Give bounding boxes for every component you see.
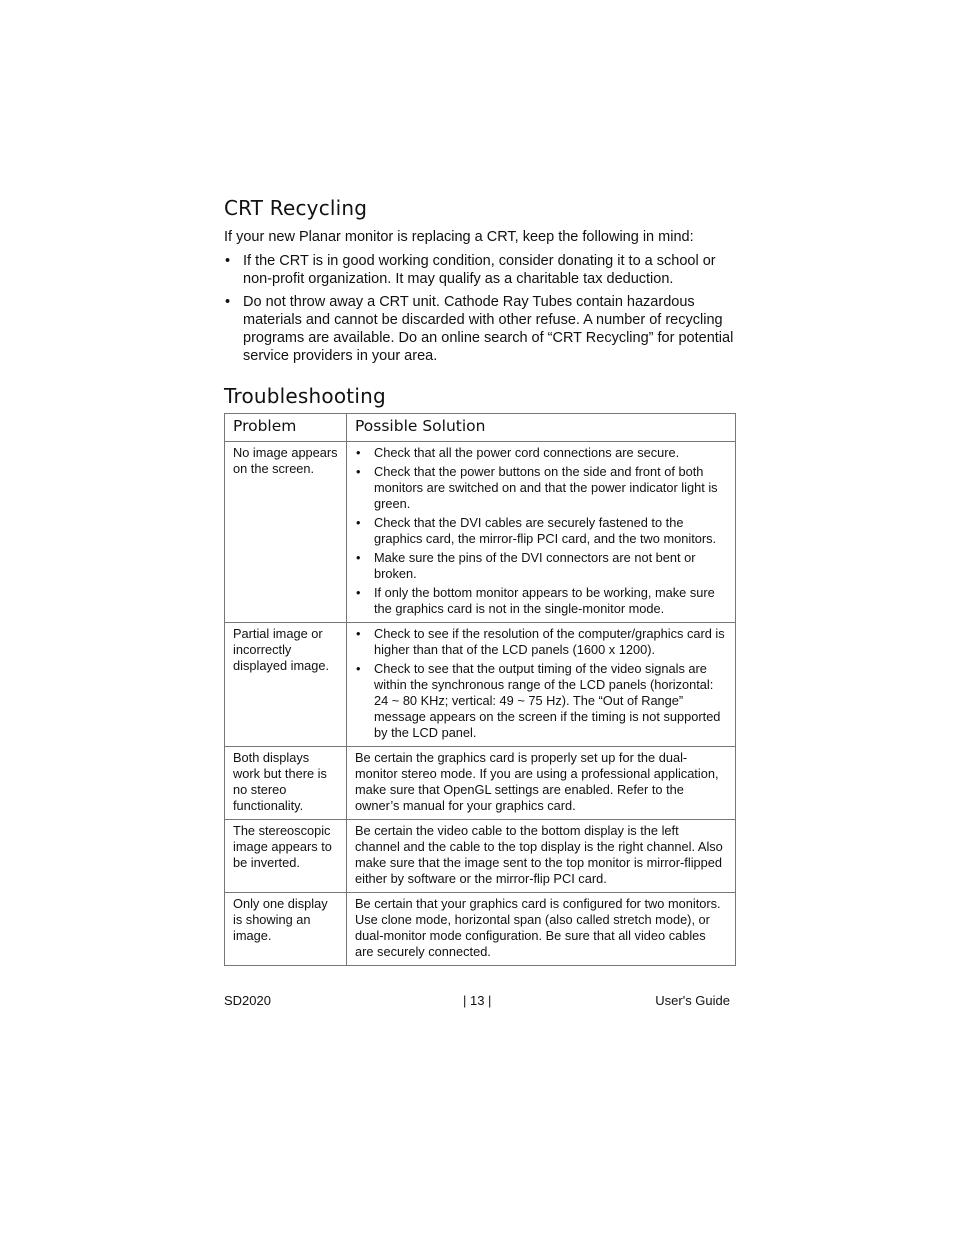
problem-cell: The stereoscopic image appears to be inverted. <box>225 820 347 893</box>
table-header-row <box>225 414 736 442</box>
crt-recycling-heading: CRT Recycling <box>224 196 368 220</box>
table-row <box>225 442 736 623</box>
crt-intro-text: If your new Planar monitor is replacing a CRT, keep the following in mind: <box>224 229 694 245</box>
problem-cell: Both displays work but there is no stereo functionality. <box>225 747 347 820</box>
table-row <box>225 893 736 966</box>
crt-bullet-item: • Do not throw away a CRT unit. Cathode Ray Tubes contain hazardous materials and cannot be discarded with other refuse. A number of recycling programs are available. Do an online search of “CRT Recycling” for potential service providers in your area. <box>224 293 736 365</box>
crt-bullet-item: • If the CRT is in good working condition, consider donating it to a school or non-profit organization. It may qualify as a charitable tax deduction. <box>224 252 736 288</box>
solution-column-header: Possible Solution <box>347 414 736 442</box>
solution-list <box>355 445 727 617</box>
page-content <box>224 196 736 966</box>
problem-cell: Partial image or incorrectly displayed image. <box>225 623 347 747</box>
solution-list <box>355 626 727 741</box>
solution-item: • Make sure the pins of the DVI connectors are not bent or broken. <box>355 550 727 582</box>
solution-item: • Check that the power buttons on the side and front of both monitors are switched on and that the power indicator light is green. <box>355 464 727 512</box>
problem-cell: Only one display is showing an image. <box>225 893 347 966</box>
table-row <box>225 623 736 747</box>
solution-item: • Check to see that the output timing of the video signals are within the synchronous range of the LCD panels (horizontal: 24 ~ 80 KHz; vertical: 49 ~ 75 Hz). The “Out of Range” message appears on the screen if the timing is not supported by the LCD panel. <box>355 661 727 741</box>
troubleshooting-heading: Troubleshooting <box>224 384 386 408</box>
footer-page-number: | 13 | <box>463 993 492 1008</box>
problem-cell: No image appears on the screen. <box>225 442 347 623</box>
table-row <box>225 820 736 893</box>
troubleshooting-table <box>224 413 736 966</box>
solution-cell <box>347 442 736 623</box>
solution-cell: Be certain the video cable to the bottom display is the left channel and the cable to the top display is the right channel. Also make sure that the image sent to the top monitor is mirror-flipped either by software or the mirror-flip PCI card. <box>347 820 736 893</box>
footer-guide-title: User's Guide <box>655 993 730 1008</box>
solution-cell: Be certain that your graphics card is configured for two monitors. Use clone mode, horizontal span (also called stretch mode), or dual-monitor mode configuration. Be sure that all video cables are securely connected. <box>347 893 736 966</box>
footer-model: SD2020 <box>224 993 271 1008</box>
problem-column-header: Problem <box>225 414 347 442</box>
table-row <box>225 747 736 820</box>
solution-cell <box>347 623 736 747</box>
solution-item: • If only the bottom monitor appears to be working, make sure the graphics card is not in the single-monitor mode. <box>355 585 727 617</box>
solution-cell: Be certain the graphics card is properly set up for the dual-monitor stereo mode. If you are using a professional application, make sure that OpenGL settings are enabled. Refer to the owner’s manual for your graphics card. <box>347 747 736 820</box>
solution-item: • Check to see if the resolution of the computer/graphics card is higher than that of the LCD panels (1600 x 1200). <box>355 626 727 658</box>
solution-item: • Check that the DVI cables are securely fastened to the graphics card, the mirror-flip PCI card, and the two monitors. <box>355 515 727 547</box>
crt-bullet-list <box>224 252 736 365</box>
solution-item: • Check that all the power cord connections are secure. <box>355 445 727 461</box>
